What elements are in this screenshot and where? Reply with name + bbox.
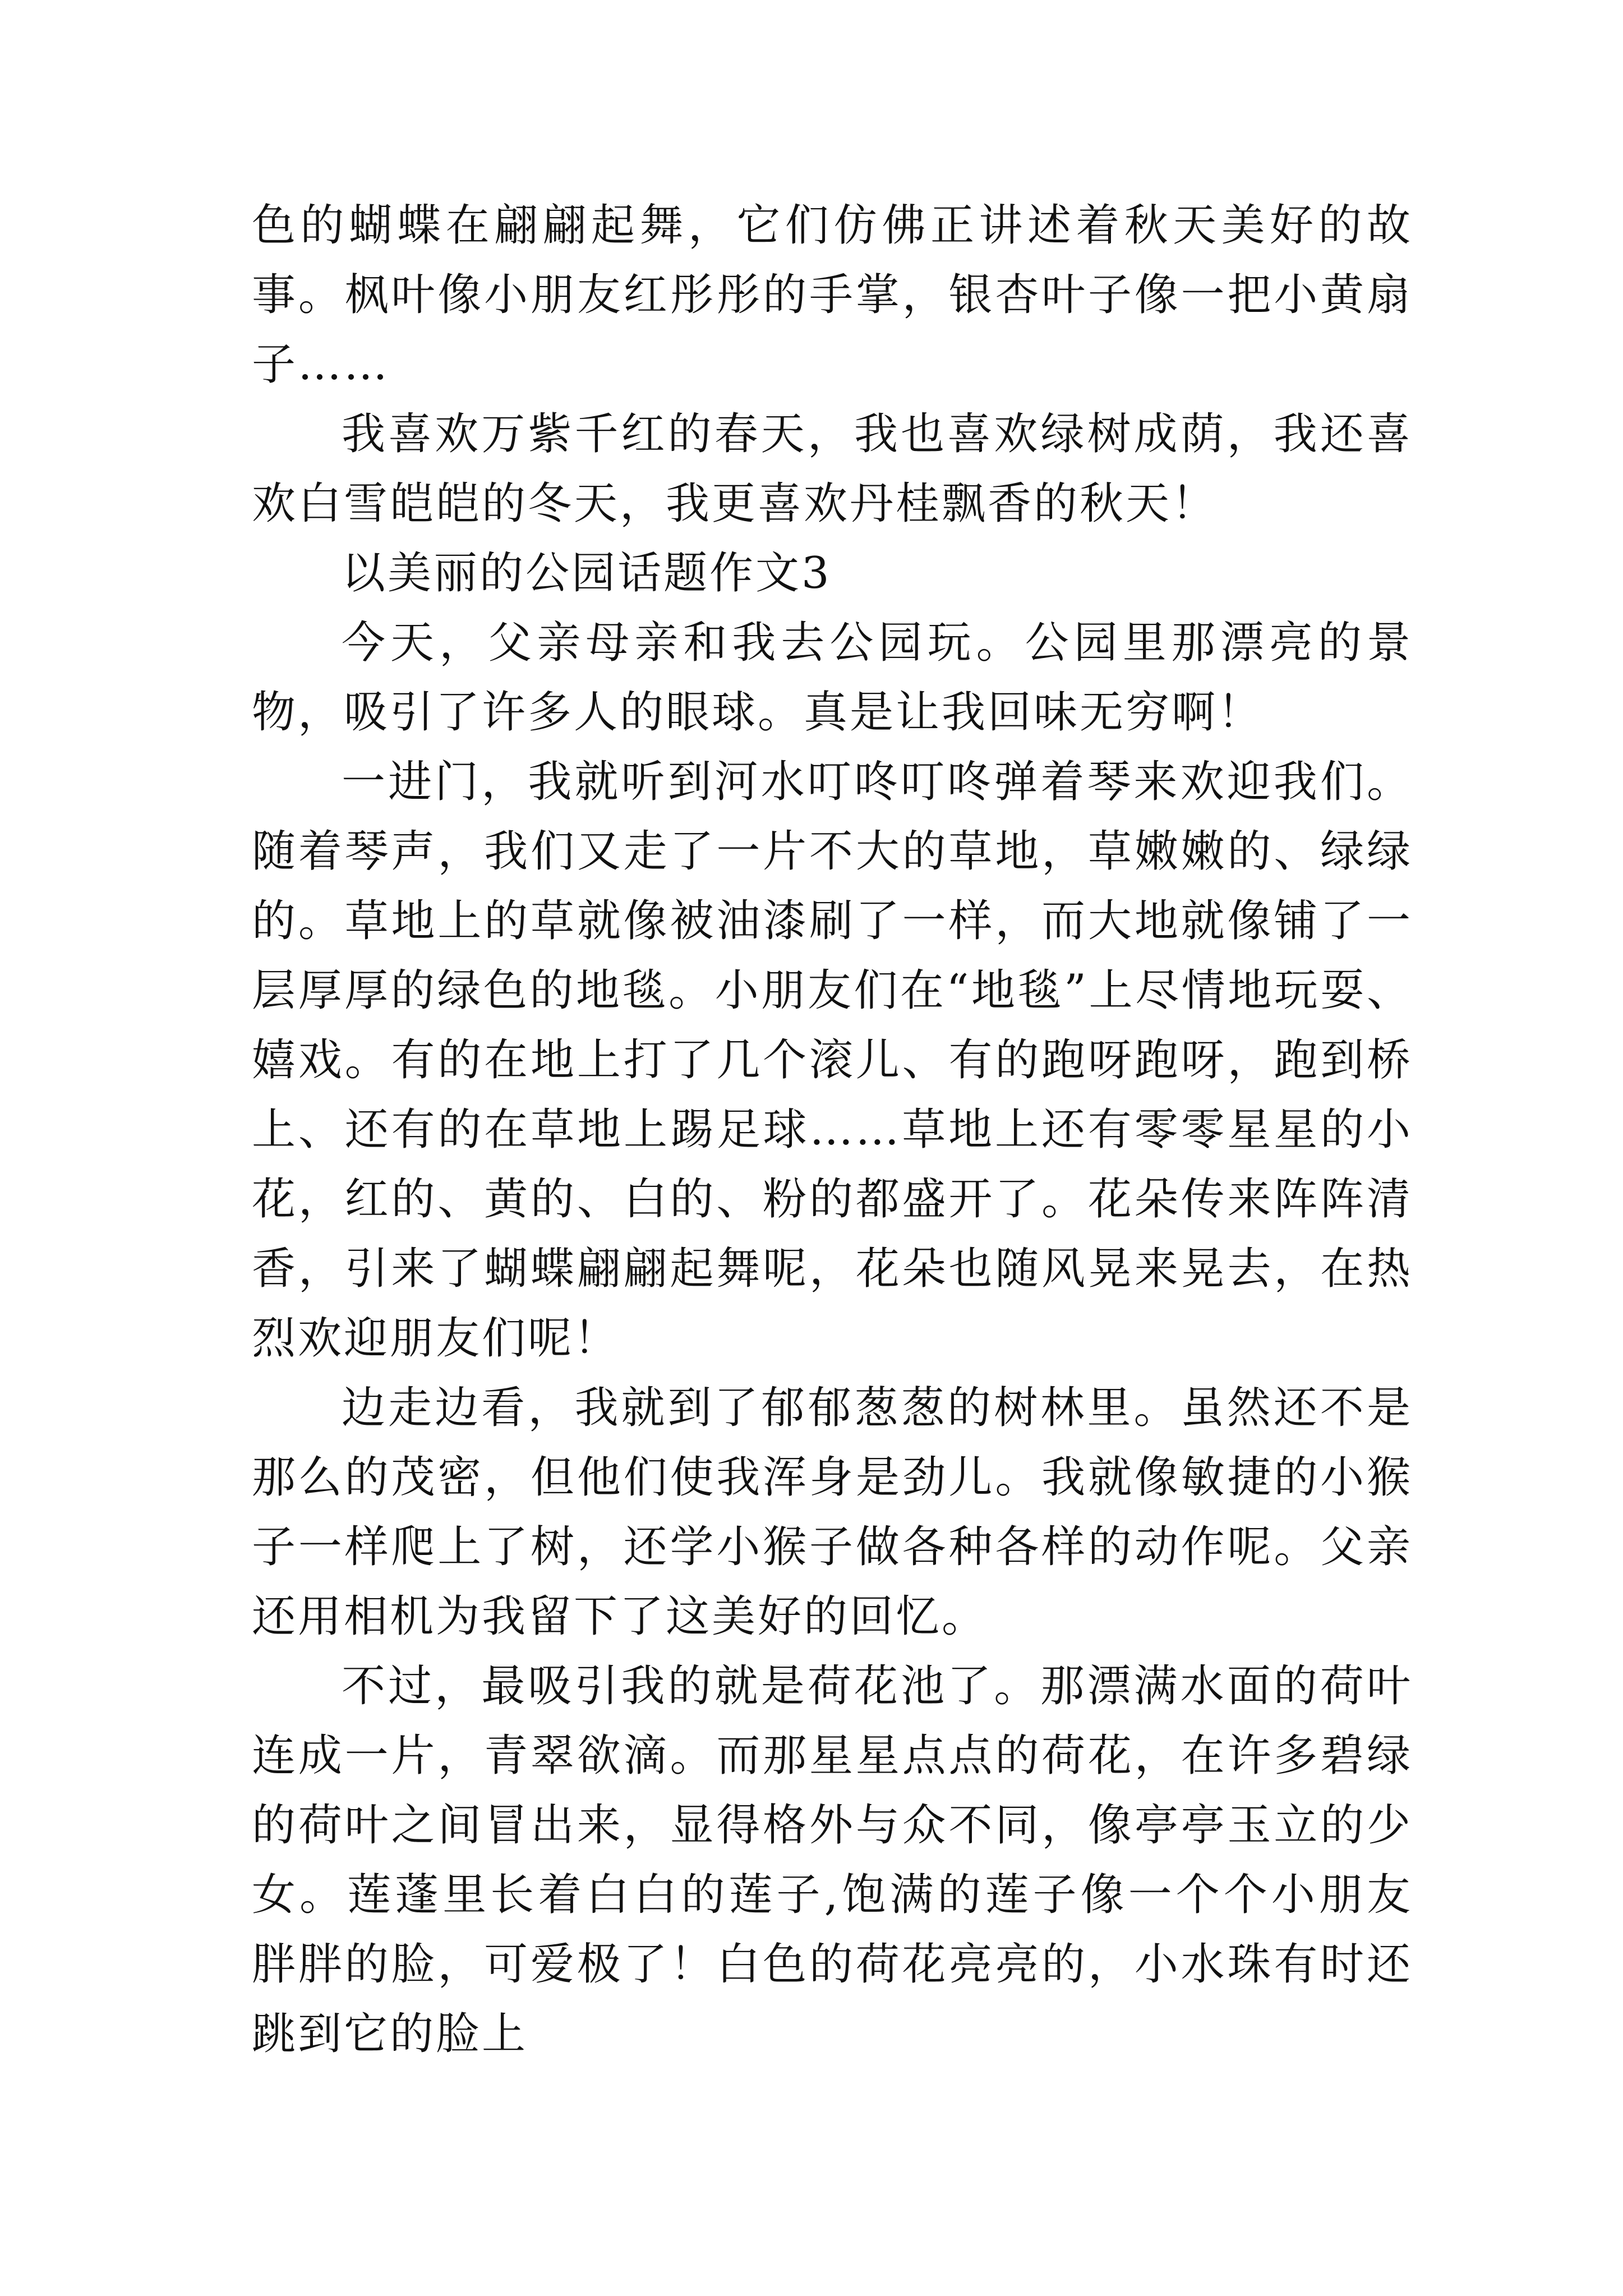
paragraph-intro: 今天，父亲母亲和我去公园玩。公园里那漂亮的景物，吸引了许多人的眼球。真是让我回味无穷啊！ xyxy=(252,618,1413,738)
document-body xyxy=(252,191,1413,2069)
essay-title: 以美丽的公园话题作文3 xyxy=(342,548,832,599)
paragraph-seasons: 我喜欢万紫千红的春天，我也喜欢绿树成荫，我还喜欢白雪皑皑的冬天，我更喜欢丹桂飘香的秋天！ xyxy=(252,409,1413,529)
paragraph-grassland: 一进门，我就听到河水叮咚叮咚弹着琴来欢迎我们。随着琴声，我们又走了一片不大的草地，草嫩嫩的、绿绿的。草地上的草就像被油漆刷了一样，而大地就像铺了一层厚厚的绿色的地毯。小朋友们在“地毯”上尽情地玩耍、嬉戏。有的在地上打了几个滚儿、有的跑呀跑呀，跑到桥上、还有的在草地上踢足球……草地上还有零零星星的小花，红的、黄的、白的、粉的都盛开了。花朵传来阵阵清香，引来了蝴蝶翩翩起舞呢，花朵也随风晃来晃去，在热烈欢迎朋友们呢！ xyxy=(252,757,1413,1364)
paragraph-woods: 边走边看，我就到了郁郁葱葱的树林里。虽然还不是那么的茂密，但他们使我浑身是劲儿。我就像敏捷的小猴子一样爬上了树，还学小猴子做各种各样的动作呢。父亲还用相机为我留下了这美好的回忆。 xyxy=(252,1383,1413,1642)
paragraph-continuation: 色的蝴蝶在翩翩起舞，它们仿佛正讲述着秋天美好的故事。枫叶像小朋友红彤彤的手掌，银杏叶子像一把小黄扇子…… xyxy=(252,200,1413,390)
paragraph-lotus-pond: 不过，最吸引我的就是荷花池了。那漂满水面的荷叶连成一片，青翠欲滴。而那星星点点的荷花，在许多碧绿的荷叶之间冒出来，显得格外与众不同，像亭亭玉立的少女。莲蓬里长着白白的莲子,饱满的莲子像一个个小朋友胖胖的脸，可爱极了！白色的荷花亮亮的，小水珠有时还跳到它的脸上 xyxy=(252,1661,1413,2059)
